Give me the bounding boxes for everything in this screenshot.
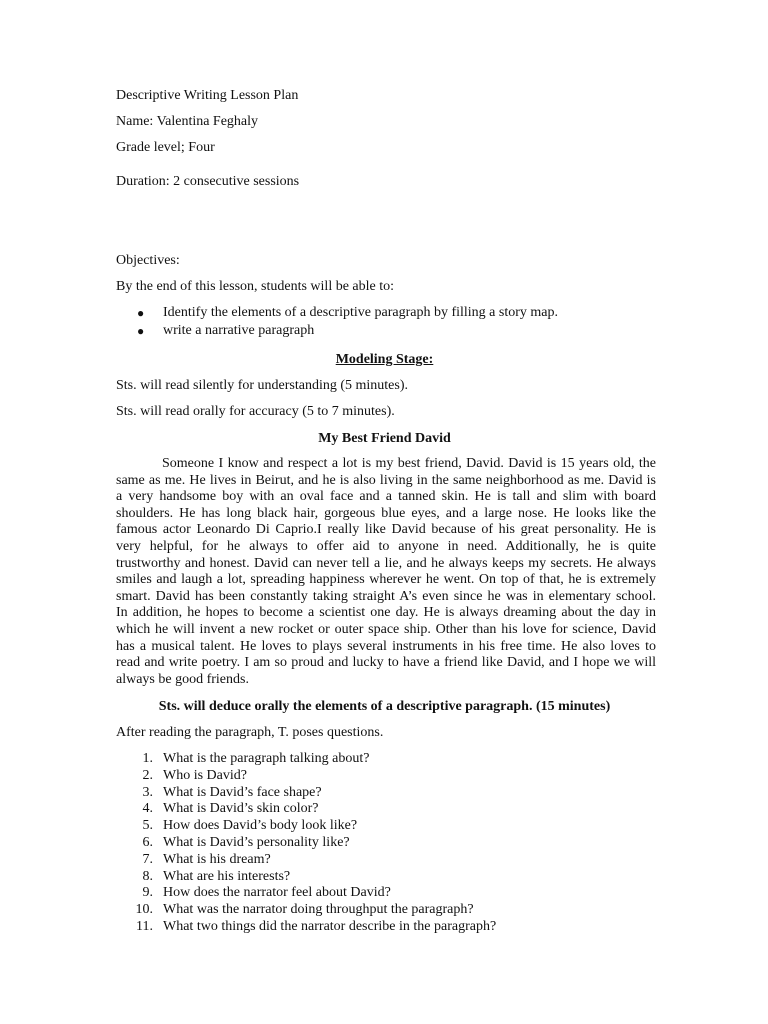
story-line: which he will invent a new rocket or outer space ship. Other than his love for science, David [116,621,656,637]
story-line: smiles and laugh a lot, spreading happiness wherever he went. On top of that, he is extremely [116,572,656,588]
objective-text: write a narrative paragraph [163,323,315,338]
question-text: What is David’s skin color? [163,801,319,817]
question-number: 8. [142,868,153,884]
question-text: How does the narrator feel about David? [163,885,391,901]
question-text: What is David’s personality like? [163,834,350,850]
document-title: Descriptive Writing Lesson Plan [116,88,299,103]
list-item [116,751,496,768]
question-text: Who is David? [163,767,247,783]
objective-text: Identify the elements of a descriptive paragraph by filling a story map. [163,305,558,320]
question-text: What was the narrator doing throughput the paragraph? [163,902,474,918]
list-item [116,768,496,785]
story-line: In addition, he hopes to become a scientist one day. He is always dreaming about the day in [116,605,656,621]
story-paragraph [116,456,656,688]
modeling-heading: Modeling Stage: [335,352,434,367]
question-number: 6. [142,834,153,850]
list-item [116,818,496,835]
list-item [116,919,496,936]
story-line: famous actor Leonardo Di Caprio.I really like David because of his great personality. He is [116,522,656,538]
question-number: 11. [136,918,153,934]
question-text: What is the paragraph talking about? [163,751,370,766]
question-number: 3. [142,784,153,800]
list-item [116,785,496,802]
objectives-heading: Objectives: [116,253,180,268]
question-number: 10. [135,902,153,918]
grade-level: Grade level; Four [116,140,215,155]
story-title: My Best Friend David [318,431,451,446]
list-item [116,902,496,919]
list-item [116,852,496,869]
question-number: 9. [142,885,153,901]
list-item [116,801,496,818]
modeling-step-oral: Sts. will read orally for accuracy (5 to 7 minutes). [116,404,395,419]
author-name: Name: Valentina Feghaly [116,114,259,129]
story-line: smart. David has been constantly taking straight A’s even since he was in elementary school. [116,588,656,604]
deduce-intro: After reading the paragraph, T. poses questions. [116,725,384,740]
question-number: 1. [142,751,153,766]
list-item [116,869,496,886]
list-item [116,885,496,902]
question-number: 7. [142,851,153,867]
question-number: 4. [142,801,153,817]
questions-list [116,751,496,936]
story-line: read and write poetry. I am so proud and lucky to have a friend like David, and I hope we will [116,655,656,671]
story-line: shoulders. He has long black hair, gorgeous blue eyes, and a large nose. He looks like the [116,505,656,521]
question-text: What is his dream? [163,851,271,867]
story-line: very helpful, for he always to offer aid to anyone in need. Additionally, he is quite [116,538,656,554]
list-item [116,835,496,852]
question-number: 5. [142,818,153,834]
bullet-icon: ● [137,306,145,320]
question-text: What is David’s face shape? [163,784,322,800]
list-item [116,323,558,341]
objectives-list [116,305,558,341]
question-text: How does David’s body look like? [163,818,358,834]
story-line: Someone I know and respect a lot is my best friend, David. David is 15 years old, the [162,456,656,471]
deduce-heading: Sts. will deduce orally the elements of a descriptive paragraph. (15 minutes) [158,699,611,714]
question-text: What are his interests? [163,868,291,884]
story-line: trustworthy and honest. David can never tell a lie, and he always keeps my secrets. He always [116,555,656,571]
list-item [116,305,558,323]
duration: Duration: 2 consecutive sessions [116,174,300,189]
story-line: a very handsome boy with an oval face and a tanned skin. He is tall and slim with board [116,489,656,505]
modeling-step-silent: Sts. will read silently for understanding (5 minutes). [116,378,409,393]
question-text: What two things did the narrator describe in the paragraph? [163,918,497,934]
question-number: 2. [142,767,153,783]
story-line: same as me. He lives in Beirut, and he is also living in the same neighborhood as me. David is [116,472,656,488]
story-line: always be good friends. [116,671,249,687]
story-line: has a musical talent. He loves to plays several instruments in his free time. He also loves to [116,638,656,654]
bullet-icon: ● [137,324,145,338]
objectives-intro: By the end of this lesson, students will be able to: [116,279,395,294]
